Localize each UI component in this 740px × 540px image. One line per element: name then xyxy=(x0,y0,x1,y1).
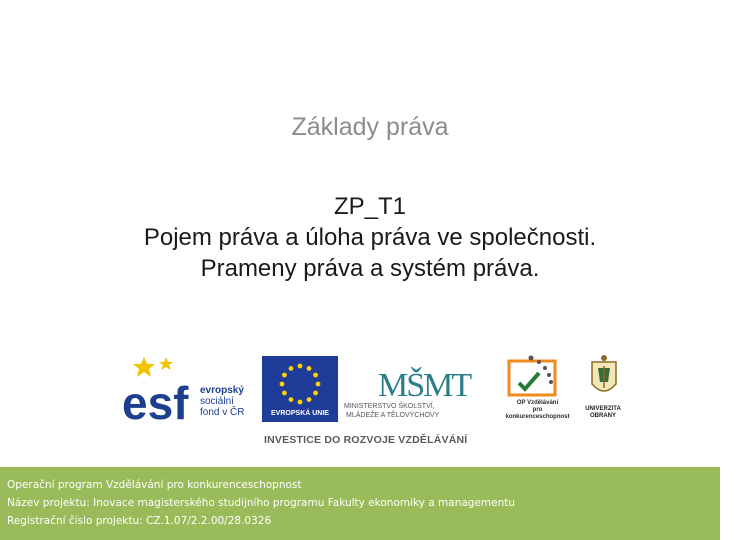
msmt-text xyxy=(344,402,484,420)
msmt-logo xyxy=(378,356,471,404)
esf-text xyxy=(200,385,244,418)
footer-line3: Registrační číslo projektu: CZ.1.07/2.2.00/28.0326 xyxy=(7,515,272,527)
op-line1: OP Vzdělávání xyxy=(516,400,559,406)
eu-label: EVROPSKÁ UNIE xyxy=(262,410,338,417)
slide-code: ZP_T1 xyxy=(333,193,407,220)
university-text xyxy=(578,406,628,420)
esf-line2: sociální xyxy=(200,396,234,407)
esf-line3: fond v ČR xyxy=(200,407,245,418)
slide-title-line2: Prameny práva a systém práva. xyxy=(200,255,540,282)
university-line1: UNIVERZITA xyxy=(585,406,621,412)
footer-bar xyxy=(0,467,720,540)
esf-line1: evropský xyxy=(200,385,244,396)
university-emblem xyxy=(588,354,620,402)
op-logo xyxy=(505,355,563,399)
esf-logo xyxy=(122,355,192,429)
msmt-line2: MLÁDEŽE A TĚLOVÝCHOVY xyxy=(346,412,440,419)
msmt-line1: MINISTERSTVO ŠKOLSTVÍ, xyxy=(344,403,435,410)
eu-stars-icon xyxy=(262,356,338,412)
logo-strip xyxy=(0,350,720,450)
footer-line2: Název projektu: Inovace magisterského studijního programu Fakulty ekonomiky a managementu xyxy=(7,497,516,509)
slide-title-line1: Pojem práva a úloha práva ve společnosti. xyxy=(143,224,597,251)
slide-title-block xyxy=(0,191,740,284)
op-text xyxy=(500,400,575,421)
investice-text: INVESTICE DO ROZVOJE VZDĚLÁVÁNÍ xyxy=(264,434,468,446)
footer-line1: Operační program Vzdělávání pro konkurenceschopnost xyxy=(7,479,302,491)
slide-subtitle: Základy práva xyxy=(291,113,449,141)
op-line2: pro konkurenceschopnost xyxy=(505,407,570,420)
esf-letters: esf xyxy=(122,377,189,429)
university-line2: OBRANY xyxy=(589,413,616,419)
msmt-letters: MŠMT xyxy=(378,367,471,404)
